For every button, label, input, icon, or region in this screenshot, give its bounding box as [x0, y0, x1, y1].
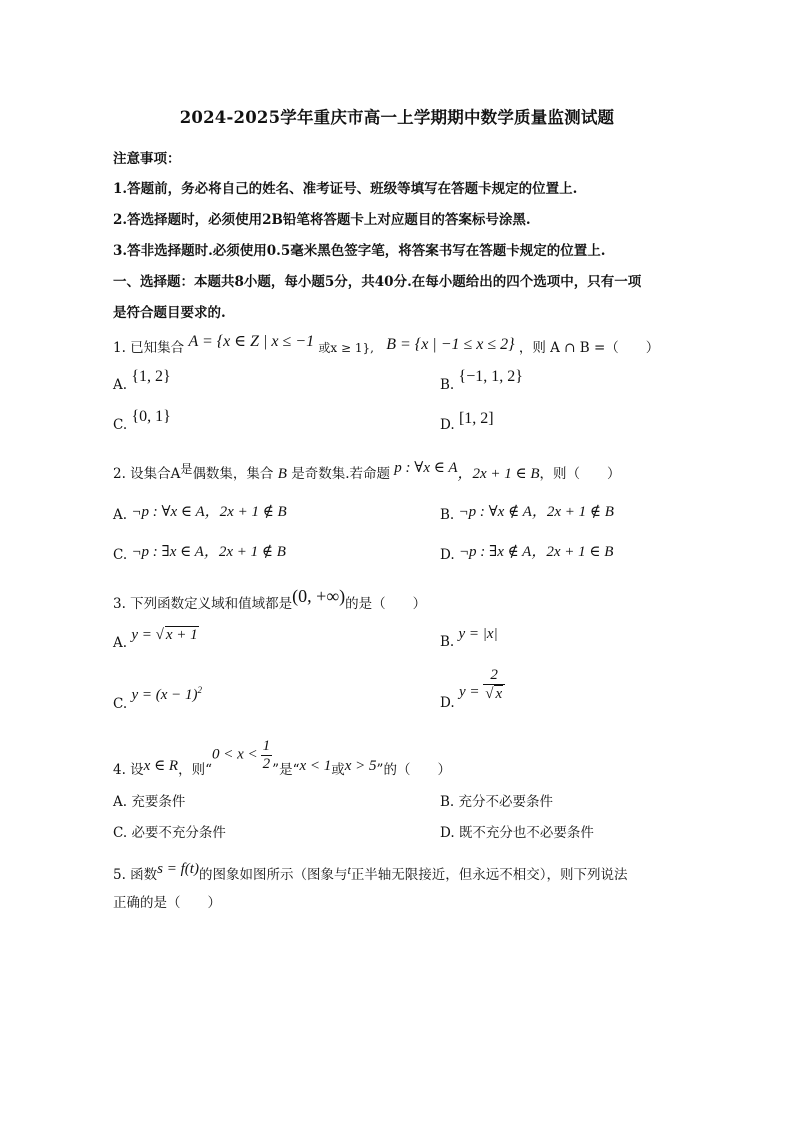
- q3-option-d[interactable]: [440, 667, 505, 711]
- option-text: ¬p : ∃x ∈ A，2x + 1 ∉ B: [131, 544, 286, 560]
- option-label: C.: [113, 696, 128, 712]
- q2-b: B: [277, 466, 287, 482]
- q2-option-c[interactable]: [113, 543, 286, 564]
- q4-suffix: ”的（ ）: [376, 762, 451, 778]
- q5-mid: 的图象如图所示（图象与: [198, 867, 348, 883]
- q2-mid: 偶数集，集合: [192, 466, 274, 482]
- q4-ineq: [212, 738, 272, 772]
- numerator: 1: [262, 738, 271, 754]
- numerator: 2: [483, 667, 505, 685]
- option-label: D.: [440, 547, 455, 563]
- q5-fn: s = f(t): [157, 861, 199, 877]
- q5-t: t: [347, 863, 351, 877]
- q4-cond2: x > 5: [344, 758, 377, 774]
- q1-set-b: B = {x | −1 ≤ x ≤ 2}: [386, 336, 515, 353]
- q2-option-d[interactable]: [440, 543, 613, 564]
- notice-item: 2.答选择题时，必须使用2B铅笔将答题卡上对应题目的答案标号涂黑.: [113, 212, 531, 228]
- q2-mid2: 是奇数集.若命题: [291, 466, 390, 482]
- option-text: 既不充分也不必要条件: [458, 825, 594, 841]
- denominator: 2: [262, 755, 271, 772]
- radicand: x: [495, 685, 503, 702]
- q4-then: ，则“: [178, 762, 213, 778]
- question-1-stem: [113, 333, 660, 357]
- option-label: A.: [113, 635, 128, 651]
- option-label: A.: [113, 507, 128, 523]
- option-text: ¬p : ∀x ∈ A，2x + 1 ∉ B: [131, 504, 287, 520]
- option-label: B.: [440, 507, 455, 523]
- notice-heading: 注意事项：: [113, 151, 181, 167]
- option-text: ¬p : ∀x ∉ A，2x + 1 ∉ B: [458, 504, 614, 520]
- q4-option-b[interactable]: [440, 790, 553, 810]
- q2-is: 是: [180, 462, 193, 476]
- option-label: C.: [113, 547, 128, 563]
- option-label: B.: [440, 377, 455, 393]
- option-text: y = √ x + 1: [131, 627, 198, 643]
- question-5-stem-cont: 正确的是（ ）: [113, 895, 221, 911]
- q1-suffix: ，则 A ∩ B =（ ）: [518, 340, 660, 356]
- q1-option-c[interactable]: [113, 408, 171, 434]
- q4-cond1: x < 1: [299, 758, 332, 774]
- q2-option-a[interactable]: [113, 503, 287, 524]
- q4-option-a[interactable]: [113, 790, 185, 810]
- q1-prefix: 1. 已知集合: [113, 340, 185, 356]
- option-label: B.: [440, 794, 455, 810]
- question-5-stem: [113, 863, 628, 884]
- option-text: [459, 667, 505, 702]
- option-text: [131, 687, 202, 703]
- option-text: {1, 2}: [131, 368, 171, 385]
- option-label: C.: [113, 417, 128, 433]
- option-label: D.: [440, 695, 455, 711]
- q2-prefix: 2. 设集合A: [113, 466, 181, 482]
- option-label: A.: [113, 794, 128, 810]
- q3-option-b[interactable]: [440, 626, 498, 651]
- q1-option-d[interactable]: [440, 410, 494, 434]
- q3-prefix: 3. 下列函数定义域和值域都是: [113, 596, 293, 612]
- lhs: y =: [458, 683, 484, 700]
- q4-x: x ∈ R: [143, 758, 179, 774]
- option-label: D.: [440, 825, 455, 841]
- option-text: 必要不充分条件: [131, 825, 226, 841]
- q4-fraction: [261, 738, 273, 772]
- option-label: B.: [440, 634, 455, 650]
- expr: y = (x − 1): [131, 687, 198, 703]
- section-heading-cont: 是符合题目要求的.: [113, 305, 226, 321]
- option-label: A.: [113, 377, 128, 393]
- section-heading: 一、选择题：本题共8小题，每小题5分，共40分.在每小题给出的四个选项中，只有一项: [113, 274, 642, 290]
- denominator: √ x: [485, 685, 503, 702]
- q4-ineq-left: 0 < x <: [212, 746, 258, 763]
- q3-interval: (0, +∞): [292, 586, 346, 606]
- q4-or: 或: [331, 762, 345, 778]
- q4-option-c[interactable]: [113, 821, 226, 841]
- question-3-stem: [113, 586, 427, 613]
- q2-suffix: ，则（ ）: [539, 466, 621, 482]
- option-text: [1, 2]: [458, 410, 494, 427]
- q4-option-d[interactable]: [440, 821, 594, 841]
- option-label: C.: [113, 825, 128, 841]
- q1-or: 或x ≥ 1},: [318, 341, 374, 355]
- q2-p2: ，2x + 1 ∈ B: [457, 466, 540, 482]
- page-title: 2024-2025学年重庆市高一上学期期中数学质量监测试题: [179, 108, 615, 127]
- option-text: {−1, 1, 2}: [458, 368, 523, 385]
- q2-option-b[interactable]: [440, 503, 614, 524]
- option-text: 充分不必要条件: [458, 794, 554, 810]
- q4-is: ”是“: [272, 762, 300, 778]
- q3-suffix: 的是（ ）: [345, 596, 427, 612]
- fraction: [483, 667, 505, 702]
- option-text: {0, 1}: [131, 408, 171, 425]
- notice-item: 1.答题前，务必将自己的姓名、准考证号、班级等填写在答题卡规定的位置上.: [113, 181, 578, 197]
- option-text: 充要条件: [131, 794, 186, 810]
- q3-option-c[interactable]: [113, 685, 202, 713]
- lhs: y =: [131, 627, 156, 643]
- option-text: ¬p : ∃x ∉ A，2x + 1 ∈ B: [458, 544, 614, 560]
- exponent: 2: [197, 685, 202, 695]
- option-text: y = |x|: [458, 626, 498, 642]
- q1-option-a[interactable]: [113, 368, 171, 394]
- q2-p: p : ∀x ∈ A: [394, 460, 458, 476]
- q5-mid2: 正半轴无限接近，但永远不相交），则下列说法: [350, 867, 628, 883]
- q1-option-b[interactable]: [440, 368, 523, 394]
- q1-set-a: A = {x ∈ Z | x ≤ −1: [188, 333, 315, 350]
- question-4-stem: [113, 738, 451, 778]
- q4-prefix: 4. 设: [113, 762, 144, 778]
- question-2-stem: [113, 462, 621, 483]
- q3-option-a[interactable]: [113, 627, 199, 652]
- radicand: x + 1: [165, 627, 198, 643]
- notice-item: 3.答非选择题时.必须使用0.5毫米黑色签字笔，将答案书写在答题卡规定的位置上.: [113, 243, 606, 259]
- q5-prefix: 5. 函数: [113, 867, 158, 883]
- option-label: D.: [440, 417, 455, 433]
